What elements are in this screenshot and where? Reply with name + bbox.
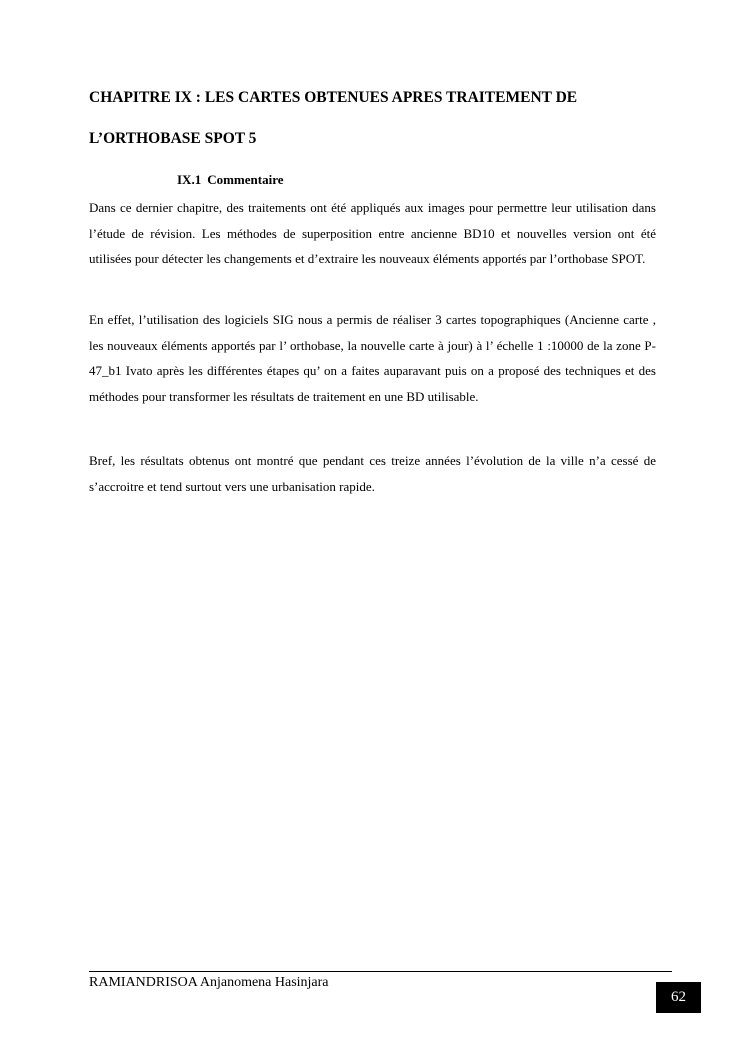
footer-author: RAMIANDRISOA Anjanomena Hasinjara <box>89 975 329 990</box>
chapter-title-line-2: L’ORTHOBASE SPOT 5 <box>89 130 257 147</box>
chapter-title-line-1: CHAPITRE IX : LES CARTES OBTENUES APRES TRAITEMENT DE <box>89 89 578 106</box>
paragraph-2: En effet, l’utilisation des logiciels SIG nous a permis de réaliser 3 cartes topographiques (Ancienne carte , les nouveaux éléments apportés par l’ orthobase, la nouvelle carte à jour) à l’ échelle 1 :10000 de la zone P-47_b1 Ivato après les différentes étapes qu’ on a faites auparavant puis on a proposé des techniques et des méthodes pour transformer les résultats de traitement en une BD utilisable. <box>89 312 656 404</box>
paragraph-3: Bref, les résultats obtenus ont montré que pendant ces treize années l’évolution de la ville n’a cessé de s’accroitre et tend surtout vers une urbanisation rapide. <box>89 453 656 494</box>
page-number: 62 <box>656 982 701 1013</box>
section-title: Commentaire <box>207 172 284 187</box>
section-number: IX.1 <box>177 172 202 187</box>
footer-divider <box>89 971 672 972</box>
section-heading <box>177 172 284 188</box>
paragraph-1: Dans ce dernier chapitre, des traitements ont été appliqués aux images pour permettre leur utilisation dans l’étude de révision. Les méthodes de superposition entre ancienne BD10 et nouvelles version ont été utilisées pour détecter les changements et d’extraire les nouveaux éléments apportés par l’orthobase SPOT. <box>89 200 656 266</box>
